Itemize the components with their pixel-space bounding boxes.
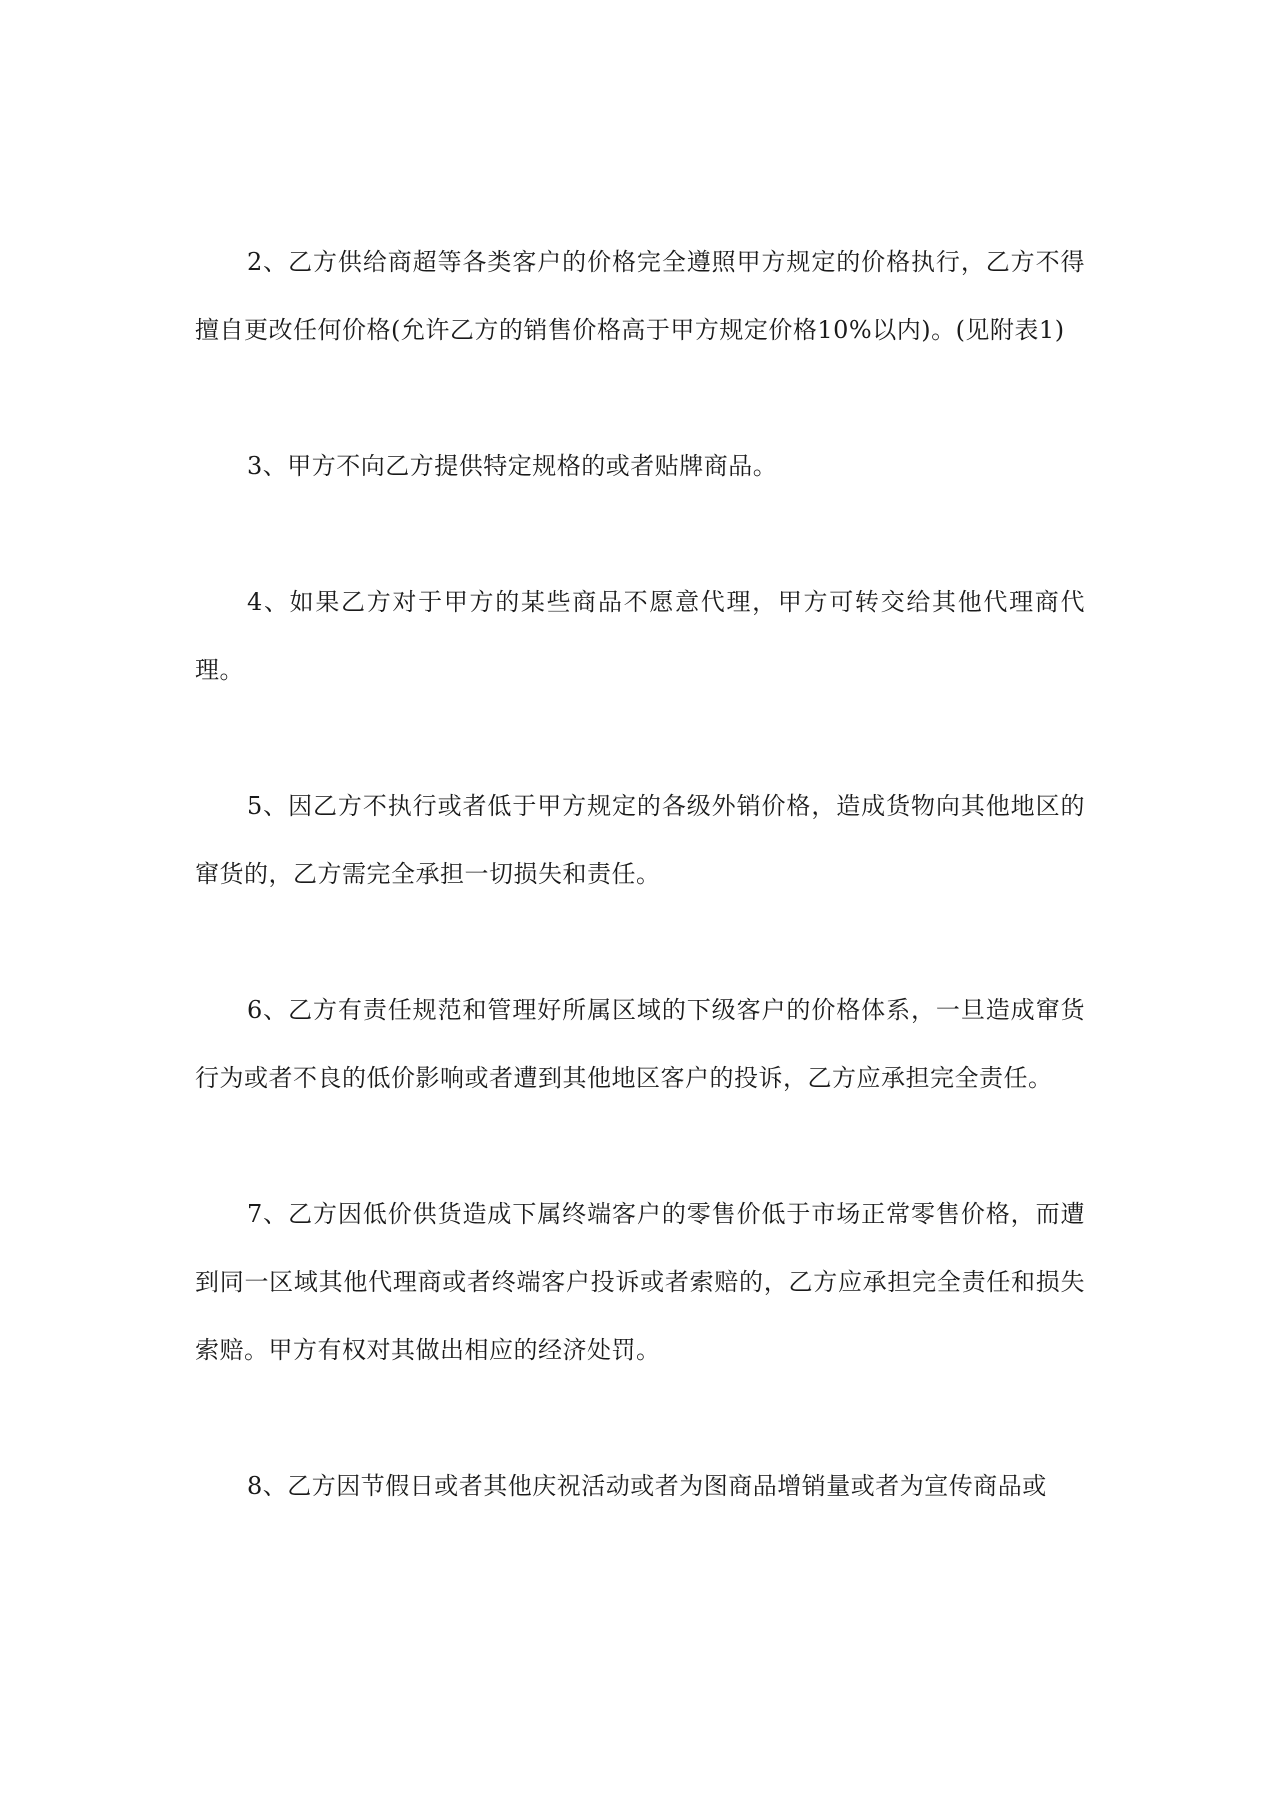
document-page: [195, 228, 1085, 1520]
clause-3: 3、甲方不向乙方提供特定规格的或者贴牌商品。: [247, 452, 778, 480]
clause-6: 6、乙方有责任规范和管理好所属区域的下级客户的价格体系，一旦造成窜货行为或者不良的低价影响或者遭到其他地区客户的投诉，乙方应承担完全责任。: [195, 996, 1085, 1092]
clause-7: 7、乙方因低价供货造成下属终端客户的零售价低于市场正常零售价格，而遭到同一区域其他代理商或者终端客户投诉或者索赔的，乙方应承担完全责任和损失索赔。甲方有权对其做出相应的经济处罚。: [195, 1200, 1085, 1364]
clause-8: 8、乙方因节假日或者其他庆祝活动或者为图商品增销量或者为宣传商品或: [247, 1472, 1047, 1500]
clause-2: 2、乙方供给商超等各类客户的价格完全遵照甲方规定的价格执行，乙方不得擅自更改任何价格(允许乙方的销售价格高于甲方规定价格10%以内)。(见附表1): [195, 248, 1085, 344]
clause-4: 4、如果乙方对于甲方的某些商品不愿意代理，甲方可转交给其他代理商代理。: [195, 588, 1085, 684]
clause-5: 5、因乙方不执行或者低于甲方规定的各级外销价格，造成货物向其他地区的窜货的，乙方需完全承担一切损失和责任。: [195, 792, 1085, 888]
